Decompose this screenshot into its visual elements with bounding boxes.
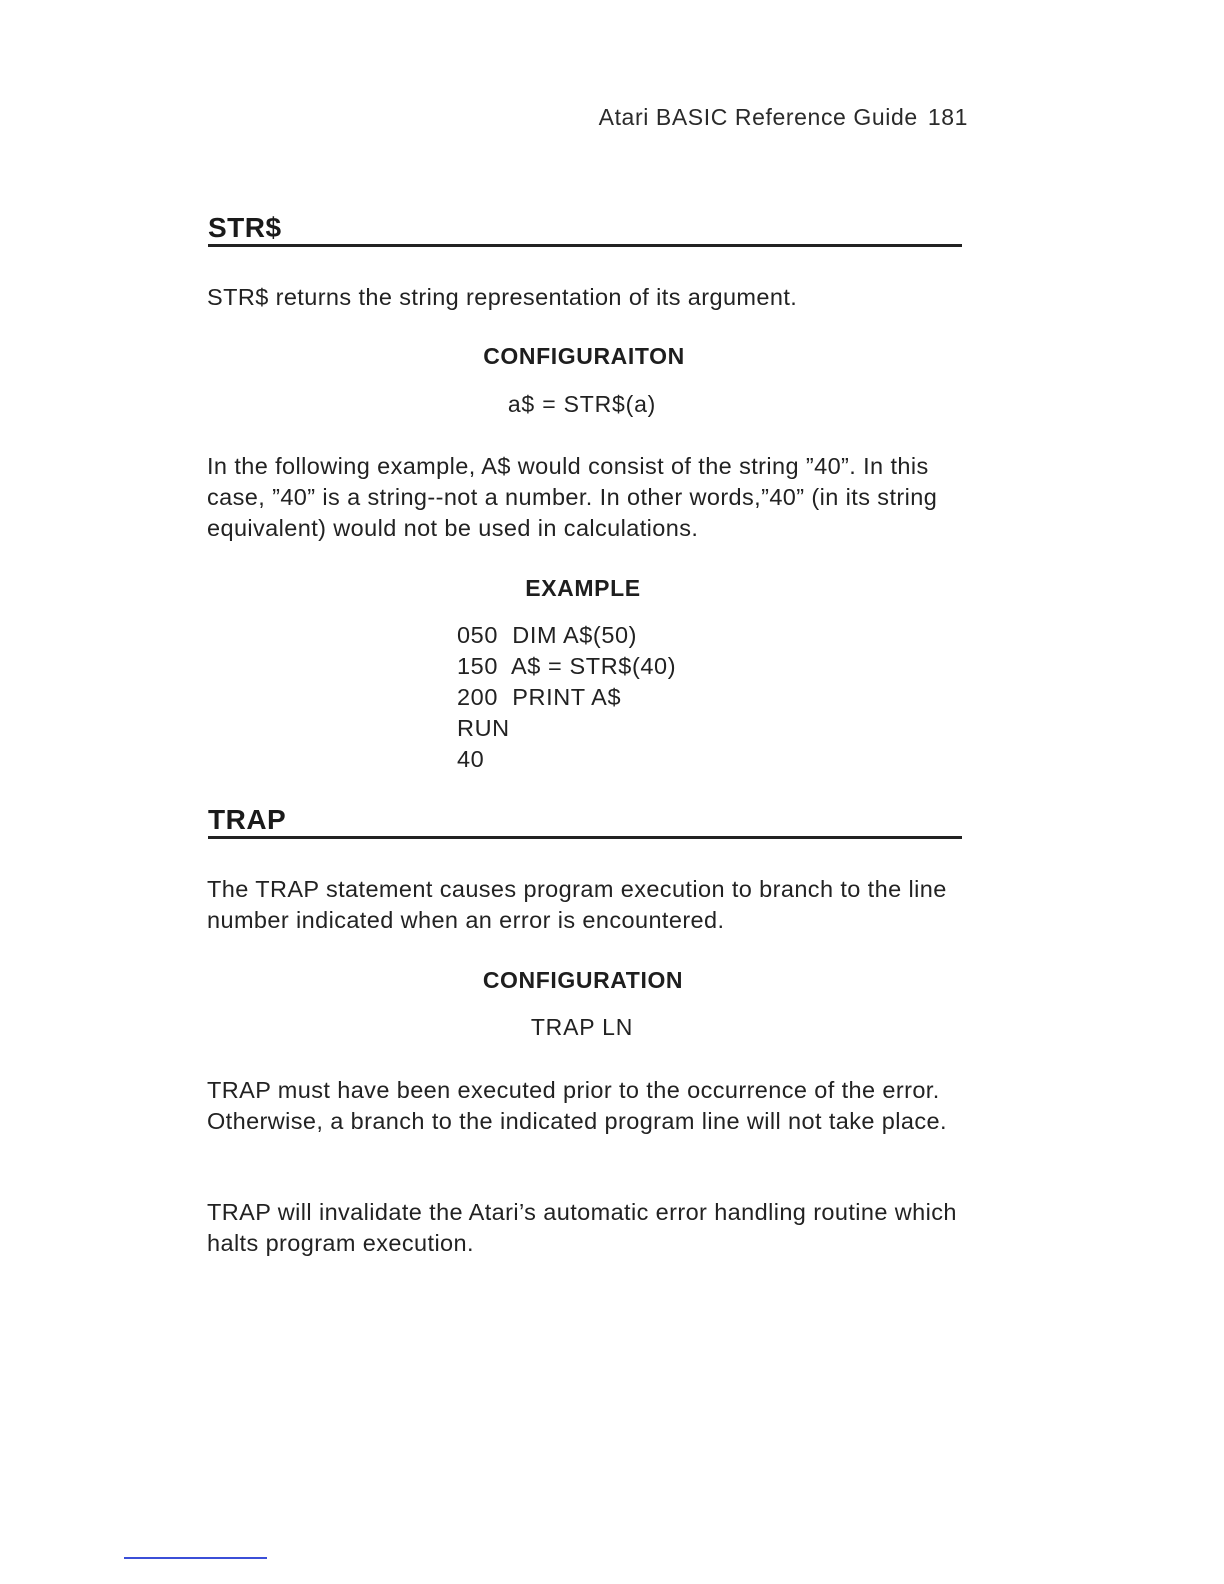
str-heading-text: STR$ bbox=[208, 212, 282, 243]
trap-heading-text: TRAP bbox=[208, 804, 287, 835]
str-description: STR$ returns the string representation of its argument. bbox=[207, 284, 798, 310]
trap-configuration-syntax: TRAP LN bbox=[530, 1014, 634, 1040]
str-configuration-label: CONFIGURAITON bbox=[483, 343, 685, 369]
str-example-code bbox=[457, 620, 676, 775]
footnote-rule bbox=[124, 1557, 267, 1559]
str-section-heading bbox=[208, 204, 962, 247]
running-header bbox=[560, 104, 968, 131]
trap-paragraph-2: TRAP will invalidate the Atari’s automatic error handling routine which halts program execution. bbox=[207, 1199, 957, 1256]
str-explanation: In the following example, A$ would consist of the string ”40”. In this case, ”40” is a string--not a number. In other words,”40” (in its string equivalent) would not be used in calculations. bbox=[207, 453, 938, 541]
code-line: 050 DIM A$(50) bbox=[457, 622, 638, 648]
code-line: 200 PRINT A$ bbox=[457, 684, 622, 710]
code-line: 150 A$ = STR$(40) bbox=[457, 653, 677, 679]
str-configuration-syntax: a$ = STR$(a) bbox=[507, 391, 657, 417]
code-line: RUN bbox=[457, 715, 510, 741]
page-number: 181 bbox=[927, 104, 968, 130]
code-line: 40 bbox=[457, 746, 485, 772]
trap-section-heading bbox=[208, 796, 962, 839]
trap-configuration-label: CONFIGURATION bbox=[482, 967, 684, 993]
header-title: Atari BASIC Reference Guide bbox=[598, 104, 918, 130]
trap-description: The TRAP statement causes program execution to branch to the line number indicated when an error is encountered. bbox=[207, 876, 947, 933]
trap-paragraph-1: TRAP must have been executed prior to the occurrence of the error. Otherwise, a branch to the indicated program line will not take place. bbox=[207, 1077, 947, 1134]
str-example-label: EXAMPLE bbox=[525, 575, 641, 601]
